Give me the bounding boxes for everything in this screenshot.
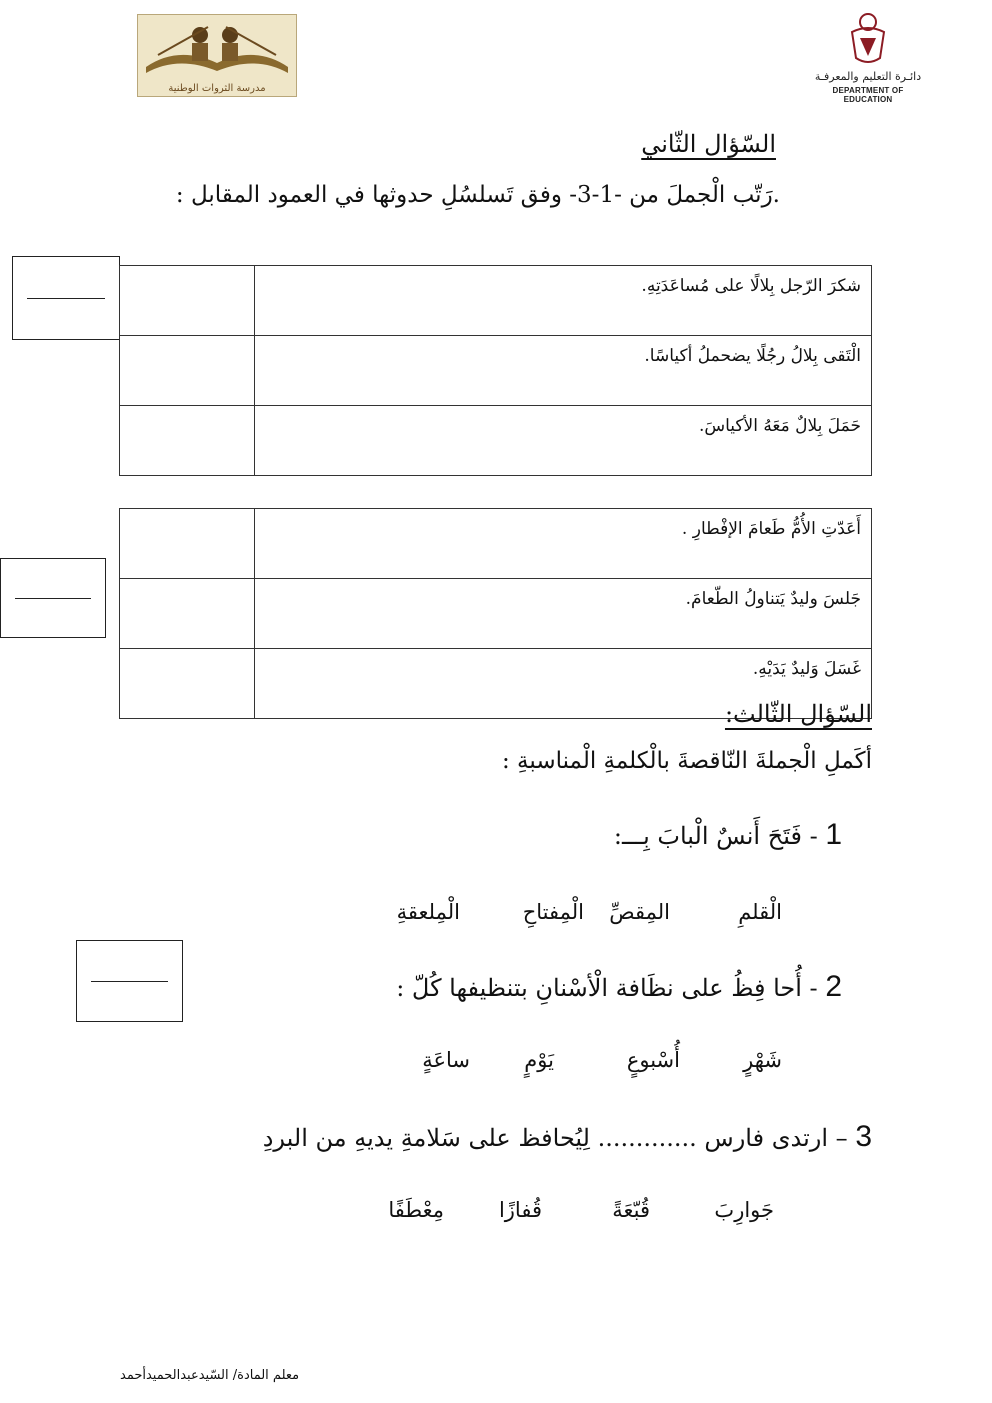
question-3-title: السّؤال الثّالث:: [724, 700, 872, 728]
department-name-arabic: دائـرة التعليم والمعرفـة: [814, 70, 922, 83]
school-logo-name: مدرسة الثروات الوطنية: [168, 83, 266, 94]
table-row: [120, 509, 872, 579]
question-2-title: السّؤال الثّاني: [641, 130, 776, 158]
sentence-cell: الْتَقى بِلالُ رجُلًا يضحملُ أكياسًا.: [255, 336, 872, 406]
ordering-table-2: [119, 508, 872, 719]
answer-option[interactable]: مِعْطَفًا: [388, 1198, 444, 1222]
score-box: [0, 558, 106, 638]
question-text: - فَتَحَ أَنسٌ الْبابَ بِـــ:: [613, 822, 818, 850]
question-number: 3: [855, 1120, 872, 1153]
school-logo: [137, 14, 297, 97]
answer-option[interactable]: شَهْرٍ: [743, 1048, 782, 1072]
answer-option[interactable]: الْقلمِ: [738, 900, 782, 924]
score-box: [12, 256, 120, 340]
order-answer-cell[interactable]: [120, 266, 255, 336]
question-text: - أُحا فِظُ على نظَافة الْأسْنانِ بتنظيفها كُلّ :: [396, 974, 818, 1002]
question-number: 1: [825, 818, 842, 851]
teacher-name: معلم المادة/ السّيدعبدالحميدأحمد: [120, 1368, 300, 1383]
answer-option[interactable]: أُسْبوعٍ: [626, 1048, 680, 1072]
department-name-english: DEPARTMENT OF EDUCATION: [832, 86, 904, 104]
ordering-table-1: [119, 265, 872, 476]
order-answer-cell[interactable]: [120, 579, 255, 649]
department-logo: [808, 10, 928, 102]
sentence-cell: شكرَ الرّجل بِلالًا على مُساعَدَتِهِ.: [255, 266, 872, 336]
sentence-cell: جَلسَ وليدٌ يَتناولُ الطّعامَ.: [255, 579, 872, 649]
order-answer-cell[interactable]: [120, 336, 255, 406]
table-row: [120, 406, 872, 476]
falcon-emblem-icon: [848, 10, 888, 66]
order-answer-cell[interactable]: [120, 649, 255, 719]
sentence-cell: غَسَلَ وَليدٌ يَدَيْهِ.: [255, 649, 872, 719]
answer-option[interactable]: قُفازًا: [498, 1198, 542, 1222]
answer-option[interactable]: قُبّعَةً: [612, 1198, 650, 1222]
sentence-cell: أَعَدّتِ الأُمُّ طَعامَ الإفْطارِ .: [255, 509, 872, 579]
answer-option[interactable]: ساعَةٍ: [422, 1048, 470, 1072]
order-answer-cell[interactable]: [120, 406, 255, 476]
question-number: 2: [825, 970, 842, 1003]
score-box: [76, 940, 183, 1022]
score-line: [91, 981, 168, 982]
sentence-cell: حَمَلَ بِلالٌ مَعَهُ الأكياسَ.: [255, 406, 872, 476]
answer-option[interactable]: جَوارِبَ: [714, 1198, 774, 1222]
table-row: [120, 336, 872, 406]
question-text: – ارتدى فارس ............. لِيُحافظ على سَلامةِ يديهِ من البردِ: [262, 1124, 848, 1152]
question-2-instruction: .رَتّب الْجملَ من -1-3- وفق تَسلسُلِ حدوثها في العمود المقابل :: [175, 182, 780, 208]
order-answer-cell[interactable]: [120, 509, 255, 579]
score-line: [27, 298, 105, 299]
answer-option[interactable]: المِقصِّ: [609, 900, 670, 924]
table-row: [120, 579, 872, 649]
fill-question-2: [396, 970, 842, 1004]
fill-question-1: [614, 818, 842, 852]
score-line: [15, 598, 91, 599]
question-3-instruction: أكَملِ الْجملةَ النّاقصةَ بالْكلمةِ الْمناسبةِ :: [501, 748, 872, 774]
fill-question-3: [263, 1120, 872, 1154]
answer-option[interactable]: يَوْمٍ: [524, 1048, 554, 1072]
open-book-icon: [138, 15, 296, 81]
table-row: [120, 266, 872, 336]
answer-option[interactable]: الْمِفتاحِ: [522, 900, 584, 924]
answer-option[interactable]: الْمِلعقةِ: [396, 900, 460, 924]
